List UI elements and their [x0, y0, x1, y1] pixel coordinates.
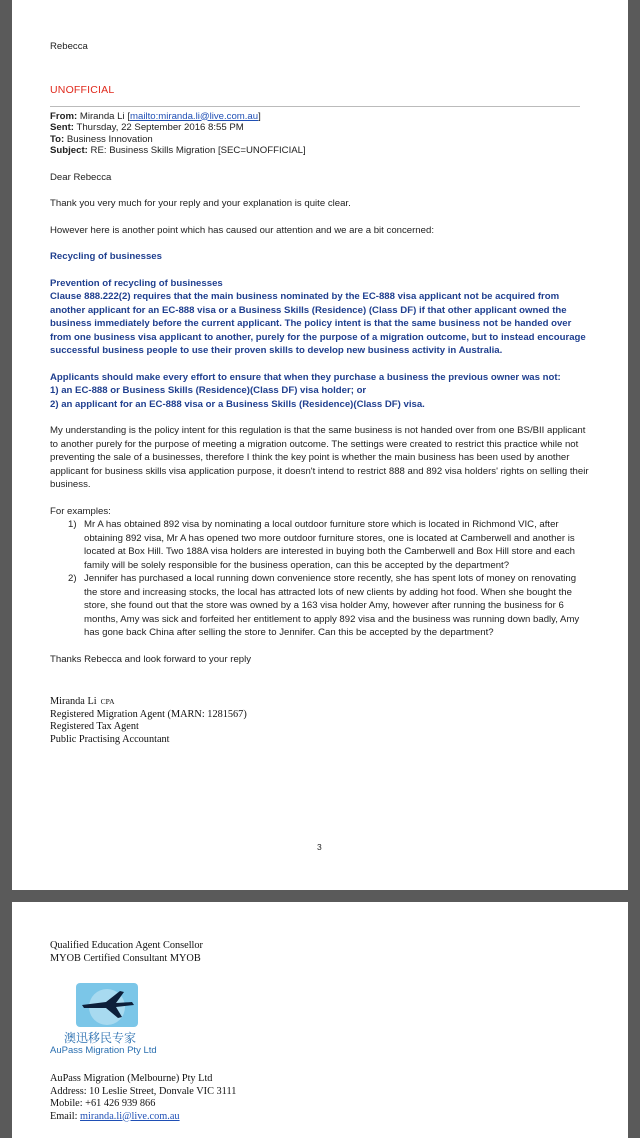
from-mailto-link[interactable]: mailto:miranda.li@live.com.au — [130, 110, 259, 122]
subject-row: Subject: RE: Business Skills Migration [SEC=UNOFFICIAL] — [50, 145, 306, 156]
credential-line: Qualified Education Agent Consellor — [50, 940, 203, 951]
heading-recycling: Recycling of businesses — [50, 251, 162, 262]
company-mobile: Mobile: +61 426 939 866 — [50, 1098, 156, 1109]
to-value: Business Innovation — [66, 133, 153, 145]
greeting: Dear Rebecca — [50, 171, 112, 183]
signature-cpa: CPA — [100, 697, 115, 706]
from-row: From: Miranda Li [mailto:miranda.li@live.com.au] — [50, 110, 261, 122]
sent-row: Sent: Thursday, 22 September 2016 8:55 PM — [50, 122, 244, 133]
from-name: Miranda Li — [79, 110, 125, 122]
classification-label: UNOFFICIAL — [50, 83, 115, 96]
to-row: To: Business Innovation — [50, 133, 153, 145]
email-header — [50, 111, 590, 157]
applicants-item-2: 2) an applicant for an EC-888 visa or a Business Skills (Residence)(Class DF) visa. — [50, 398, 425, 410]
company-logo — [50, 983, 170, 1056]
example-item: 1) Mr A has obtained 892 visa by nominating a local outdoor furniture store which is located in Richmond VIC, after obtaining 892 visa, Mr A has opened two more outdoor furniture stores, one is located at Camberwell and another is located at Box Hill. Two 188A visa holders are interested in buying both the Camberwell and Box Hill store and each family will be solely responsible for the business operation, can this be accepted by the department? — [68, 519, 575, 571]
example-item: 2) Jennifer has purchased a local running down convenience store recently, she has spent lots of money on renovating the store and increasing stocks, the local has attracted lots of new clients by adding hot food. When she bought the store, she found out that the store was owned by a 163 visa holder Amy, however after running the business for 6 months, Amy was sick and forfeited her entitlement to apply 892 visa and the business was running down badly, Amy has gone back China after selling the store to Jennifer. Can this be accepted by the department? — [68, 573, 580, 638]
paragraph-thanks: Thank you very much for your reply and your explanation is quite clear. — [50, 198, 351, 209]
logo-chinese-text: 澳迅移民专家 — [64, 1031, 137, 1045]
examples-label: For examples: — [50, 505, 111, 517]
sent-value: Thursday, 22 September 2016 8:55 PM — [76, 122, 244, 133]
paragraph-concern: However here is another point which has caused our attention and we are a bit concerned: — [50, 224, 434, 236]
clause-text: Clause 888.222(2) requires that the main business nominated by the EC-888 visa applicant not be acquired from another applicant for an EC-888 visa or a Business Skills (Residence) (Class DF) if that other applicant owned the business immediately before the current applicant. The policy intent is that the same business not be handed over from one business visa applicant to another, purely for the purpose of a migration outcome, but to instead encourage successful business people to use their proven skills to develop new business activity in Australia. — [50, 291, 586, 356]
document-page-1 — [12, 0, 628, 890]
airplane-logo-icon — [76, 983, 138, 1027]
company-email-row: Email: miranda.li@live.com.au — [50, 1110, 180, 1122]
closing-line: Thanks Rebecca and look forward to your reply — [50, 653, 252, 665]
logo-english-text: AuPass Migration Pty Ltd — [50, 1045, 157, 1056]
document-page-2 — [12, 902, 628, 1138]
page-number: 3 — [317, 842, 322, 852]
signature-line: Public Practising Accountant — [50, 733, 170, 745]
signature-name: Miranda Li — [50, 696, 97, 707]
signature-name-row — [50, 696, 590, 709]
applicants-intro: Applicants should make every effort to ensure that when they purchase a business the previous owner was not: — [50, 371, 561, 383]
paragraph-understanding: My understanding is the policy intent for this regulation is that the same business is not handed over from one BS/BII applicant to another purely for the purpose of meeting a migration outcome. The settings were created to restrict this practice while not preventing the sale of a businesses, therefore I think the key point is whether the main business has been used by another applicant for business skills visa application purpose, it doesn't intend to restrict 888 and 892 visa holders' rights on selling their business. — [50, 425, 589, 490]
header-divider — [50, 106, 580, 107]
salutation-top: Rebecca — [50, 41, 88, 52]
email-link[interactable]: miranda.li@live.com.au — [80, 1110, 180, 1122]
applicants-block — [50, 371, 590, 412]
signature-block — [50, 696, 590, 746]
company-address: Address: 10 Leslie Street, Donvale VIC 3111 — [50, 1085, 237, 1097]
signature-line: Registered Tax Agent — [50, 721, 139, 732]
company-name: AuPass Migration (Melbourne) Pty Ltd — [50, 1073, 213, 1084]
subject-value: RE: Business Skills Migration [SEC=UNOFFICIAL] — [90, 145, 306, 156]
credential-line: MYOB Certified Consultant MYOB — [50, 952, 201, 964]
signature-line: Registered Migration Agent (MARN: 1281567) — [50, 708, 247, 720]
heading-prevention: Prevention of recycling of businesses — [50, 277, 223, 289]
examples-list — [50, 518, 590, 640]
applicants-item-1: 1) an EC-888 or Business Skills (Residence)(Class DF) visa holder; or — [50, 385, 367, 396]
